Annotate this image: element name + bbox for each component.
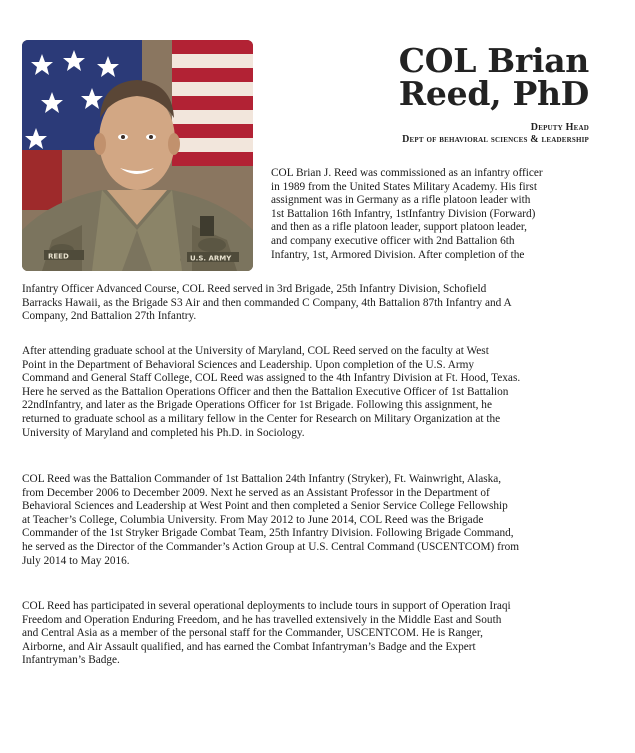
- branch-tape: U.S. ARMY: [190, 254, 232, 263]
- bio-paragraph-2: [22, 345, 597, 440]
- portrait-photo: [22, 40, 253, 271]
- bio-line: After attending graduate school at the University of Maryland, COL Reed served on the faculty at West: [22, 345, 489, 357]
- bio-line: and then as a rifle platoon leader, support platoon leader,: [271, 221, 528, 234]
- person-name-line1: COL Brian: [398, 41, 589, 80]
- bio-line: returned to graduate school as a military fellow in the Center for Research on Military Organization at the: [22, 412, 501, 425]
- bio-line: COL Brian J. Reed was commissioned as an infantry officer: [271, 167, 543, 179]
- bio-line: Here he served as the Battalion Operations Officer and then the Battalion Executive Officer of 1st Battalion: [22, 385, 509, 398]
- bio-line: Barracks Hawaii, as the Brigade S3 Air and then commanded C Company, 4th Battalion 87th Infantry and A: [22, 296, 512, 309]
- bio-line: Infantryman’s Badge.: [22, 654, 120, 667]
- portrait-illustration: [22, 40, 253, 271]
- bio-line: assignment was in Germany as a rifle platoon leader with: [271, 194, 531, 207]
- bio-paragraph-4: [22, 600, 597, 668]
- bio-line: Airborne, and Air Assault qualified, and has earned the Combat Infantryman’s Badge and the Expert: [22, 640, 476, 653]
- bio-line: Infantry, 1st, Armored Division. After completion of the: [271, 248, 525, 261]
- name-header: [249, 41, 589, 146]
- name-tape: REED: [48, 252, 69, 261]
- bio-line: 22ndInfantry, and later as the Brigade Operations Officer for 1st Brigade. Following this assignment, he: [22, 399, 492, 412]
- bio-line: COL Reed has participated in several operational deployments to include tours in support of Operation Iraqi: [22, 600, 511, 612]
- department-name: Dept of behavioral sciences & leadership: [402, 134, 589, 145]
- person-name-line2: Reed, PhD: [398, 74, 589, 113]
- bio-line: COL Reed was the Battalion Commander of 1st Battalion 24th Infantry (Stryker), Ft. Wainwright, Alaska,: [22, 473, 502, 485]
- bio-line: Freedom and Operation Enduring Freedom, and he has travelled extensively in the Middle East and South: [22, 613, 502, 626]
- bio-line: Commander of the 1st Stryker Brigade Combat Team, 25th Infantry Division. Following Brigade Command,: [22, 527, 514, 540]
- job-title: Deputy Head: [530, 122, 589, 133]
- bio-line: at Teacher’s College, Columbia University. From May 2012 to June 2014, COL Reed was the Brigade: [22, 513, 484, 526]
- bio-line: 1st Battalion 16th Infantry, 1stInfantry Division (Forward): [271, 207, 536, 220]
- bio-line: in 1989 from the United States Military Academy. His first: [271, 180, 537, 193]
- bio-paragraph-1: [271, 167, 591, 262]
- bio-paragraph-1-continued: [22, 283, 597, 324]
- bio-paragraph-3: [22, 473, 597, 568]
- bio-line: University of Maryland and completed his Ph.D. in Sociology.: [22, 426, 305, 439]
- bio-line: Command and General Staff College, COL Reed was assigned to the 4th Infantry Division at Ft. Hood, Texas.: [22, 372, 521, 385]
- bio-line: Behavioral Sciences and Leadership at West Point and then completed a Senior Service College Fellowship: [22, 500, 508, 513]
- bio-line: and Central Asia as a member of the personal staff for the Commander, USCENTCOM. He is Ranger,: [22, 627, 484, 640]
- bio-line: Infantry Officer Advanced Course, COL Reed served in 3rd Brigade, 25th Infantry Division, Schofield: [22, 283, 487, 295]
- bio-line: July 2014 to May 2016.: [22, 554, 130, 567]
- flag-stripes: [172, 40, 253, 166]
- bio-line: from December 2006 to December 2009. Next he served as an Assistant Professor in the Department of: [22, 486, 490, 499]
- bio-line: Point in the Department of Behavioral Sciences and Leadership. Upon completion of the U.S. Army: [22, 358, 475, 371]
- bio-line: he served as the Director of the Commander’s Action Group at U.S. Central Command (USCENTCOM) from: [22, 540, 520, 553]
- bio-line: and company executive officer with 2nd Battalion 6th: [271, 234, 515, 247]
- bio-line: Company, 2nd Battalion 27th Infantry.: [22, 310, 197, 323]
